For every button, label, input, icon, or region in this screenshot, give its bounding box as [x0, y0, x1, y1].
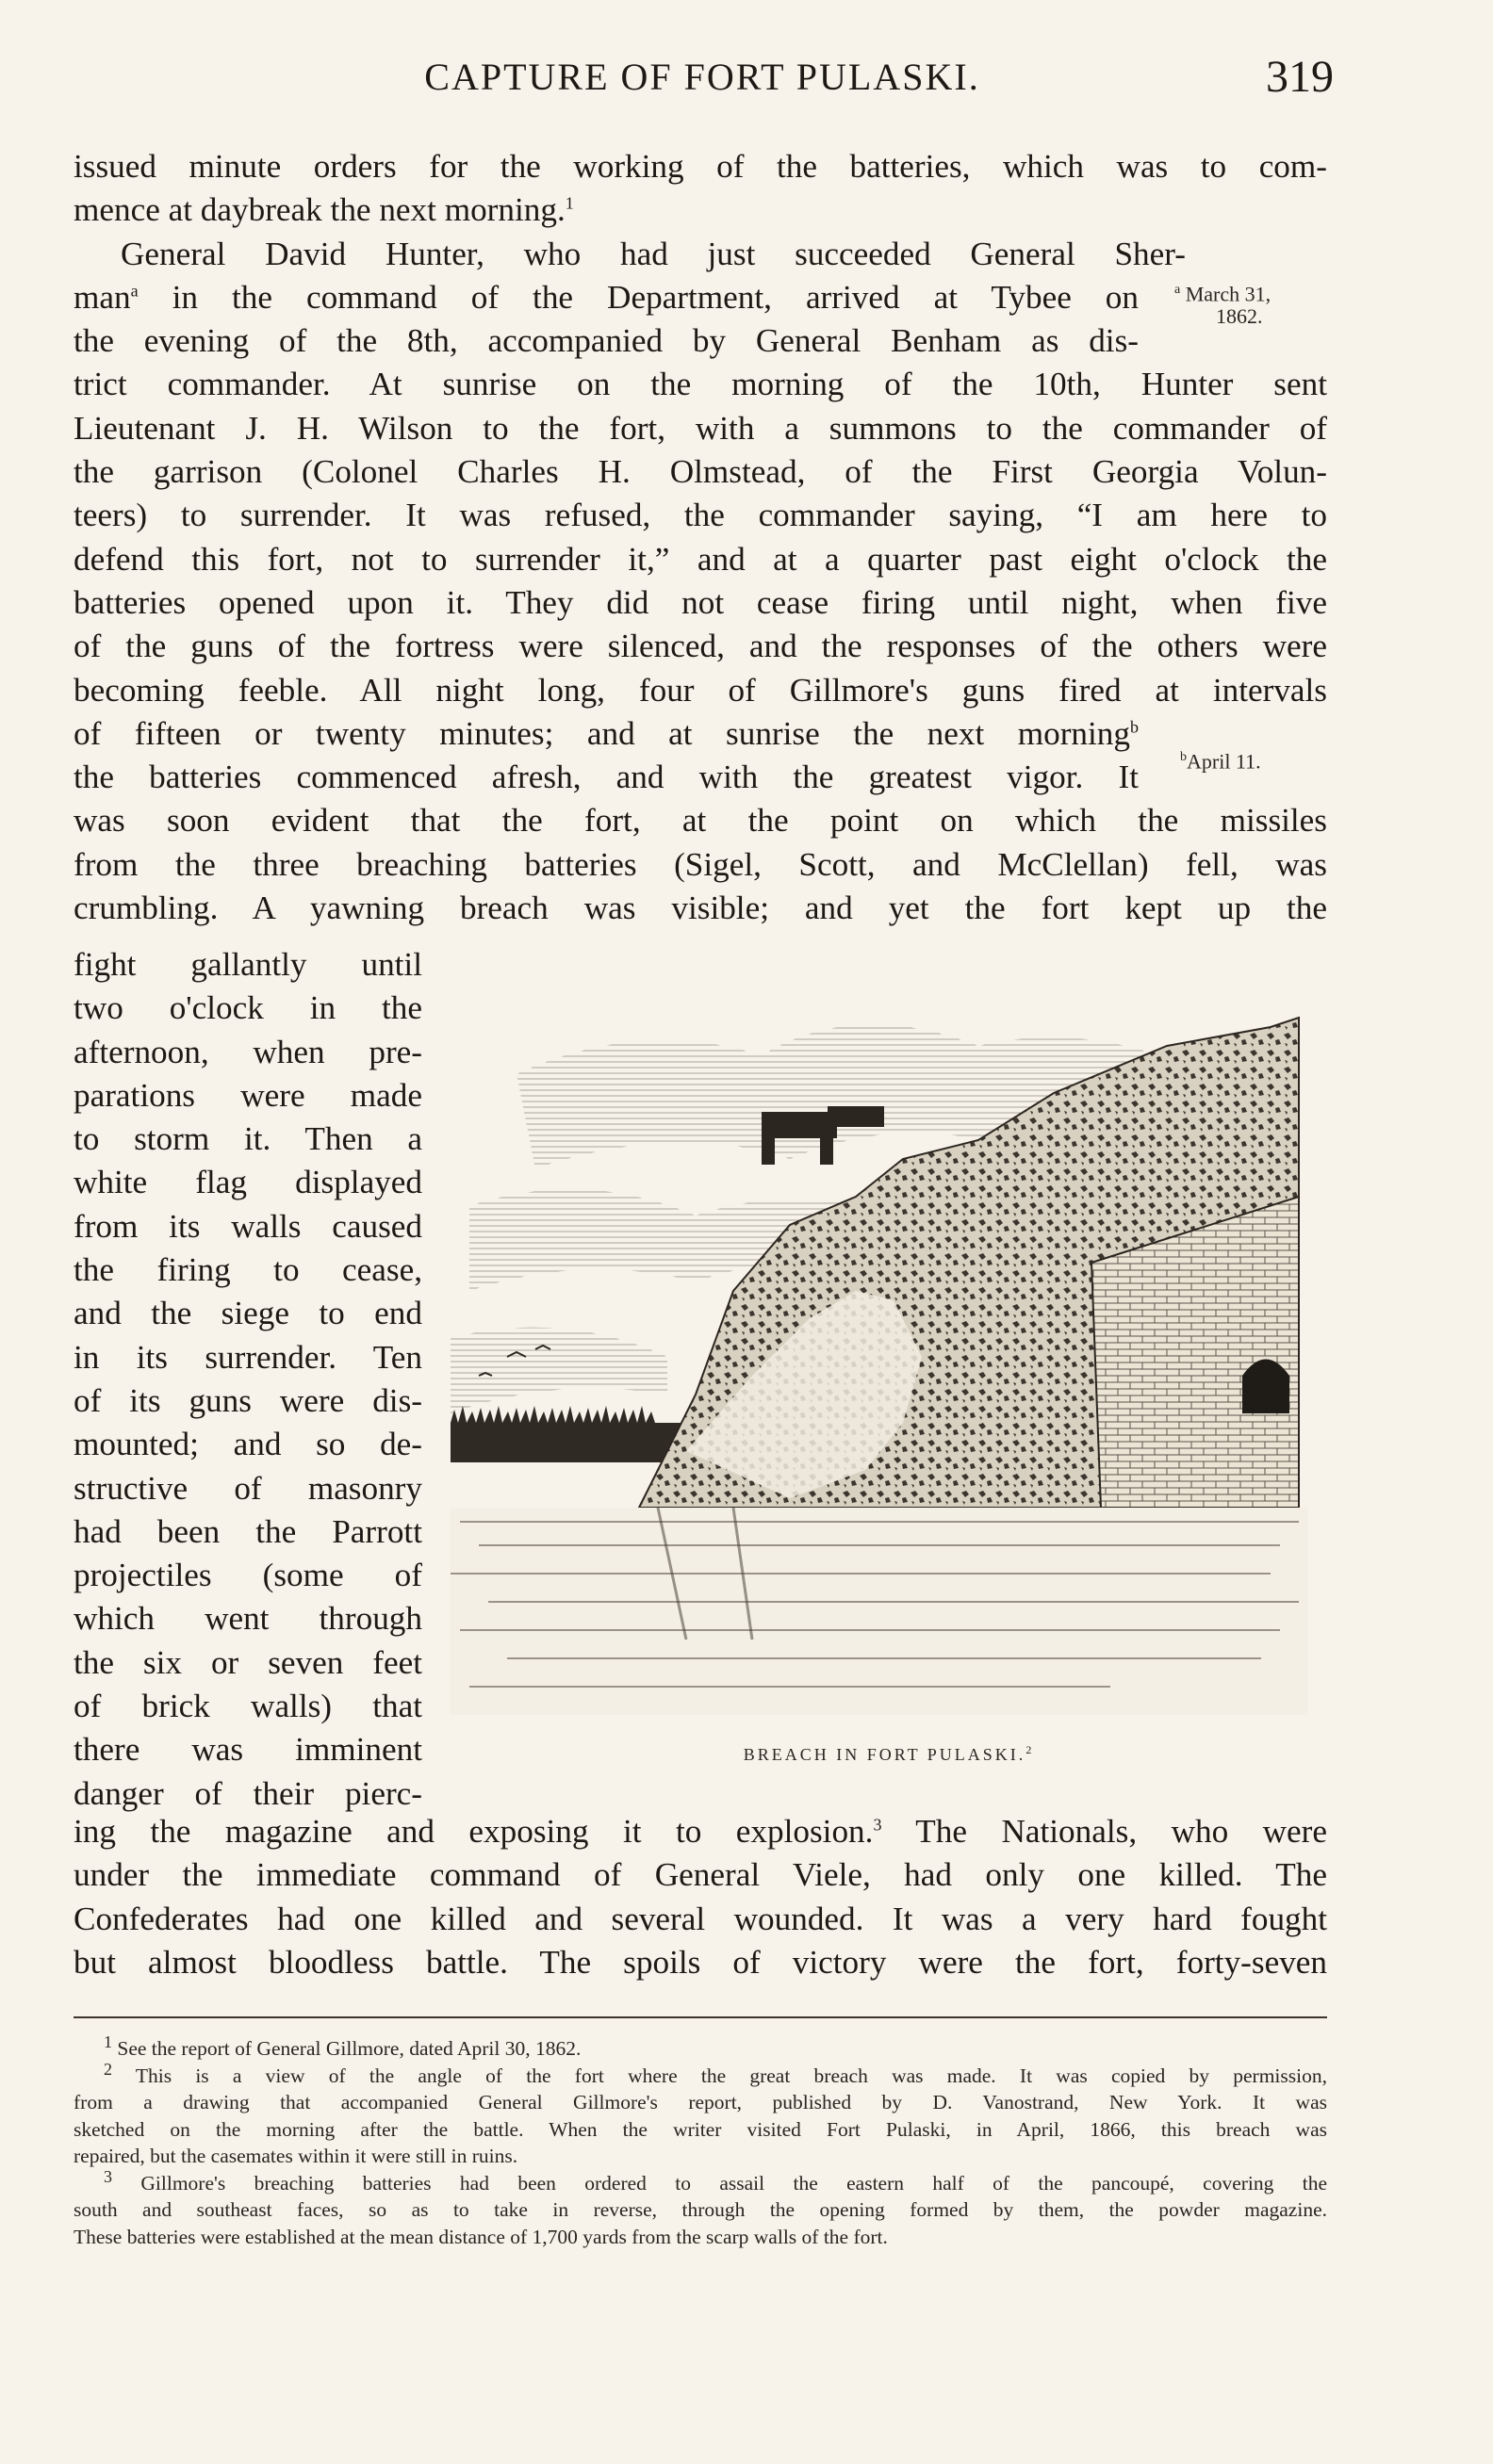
text-line: projectiles (some of	[74, 1557, 422, 1594]
text-line: the batteries commenced afresh, and with the greatest vigor. It	[74, 759, 1139, 796]
page-number: 319	[1266, 52, 1334, 102]
figure-caption: BREACH IN FORT PULASKI.$^2$	[743, 1743, 1035, 1764]
text-line: becoming feeble. All night long, four of Gillmore's guns fired at intervals	[74, 671, 1327, 709]
text-line: trict commander. At sunrise on the morning of the 10th, Hunter sent	[74, 366, 1327, 403]
text-line: Lieutenant J. H. Wilson to the fort, with a summons to the commander of	[74, 409, 1327, 447]
text-line: issued minute orders for the working of the batteries, which was to com-	[74, 148, 1327, 185]
text-line: from its walls caused	[74, 1207, 422, 1245]
sidenote-march: $^a$ March 31, 1862.	[1174, 282, 1272, 329]
text-line: fight gallantly until	[74, 946, 422, 983]
text-line: structive of masonry	[74, 1469, 422, 1507]
text-line: two o'clock in the	[74, 989, 422, 1027]
text-line: to storm it. Then a	[74, 1120, 422, 1158]
footnote-1: $^1$ See the report of General Gillmore, dated April 30, 1862.	[104, 2032, 582, 2060]
text-line: white flag displayed	[74, 1164, 422, 1201]
text-line: mounted; and so de-	[74, 1426, 422, 1463]
engraving	[451, 980, 1327, 1734]
text-line: mence at daybreak the next morning.$^1$	[74, 191, 574, 229]
text-line: afternoon, when pre-	[74, 1033, 422, 1070]
text-line: had been the Parrott	[74, 1512, 422, 1550]
body-text-bottom	[74, 1810, 1327, 1984]
text-line: the garrison (Colonel Charles H. Olmstead, of the First Georgia Volun-	[74, 453, 1327, 491]
footnotes	[74, 2032, 1328, 2250]
text-line: and the siege to end	[74, 1295, 422, 1332]
text-line: from the three breaching batteries (Sigel, Scott, and McClellan) fell, was	[74, 845, 1327, 883]
water	[451, 1508, 1308, 1715]
narrow-column	[74, 943, 422, 1816]
text-line: General David Hunter, who had just succeeded General Sher-	[121, 235, 1186, 272]
text-line: teers) to surrender. It was refused, the commander saying, “I am here to	[74, 497, 1327, 534]
text-line: which went through	[74, 1600, 422, 1638]
body-text-top	[74, 145, 1327, 930]
running-title: CAPTURE OF FORT PULASKI.	[424, 56, 980, 98]
text-line: defend this fort, not to surrender it,” and at a quarter past eight o'clock the	[74, 540, 1327, 578]
text-line: man$^a$ in the command of the Department, arrived at Tybee on	[74, 278, 1139, 316]
text-line: the evening of the 8th, accompanied by General Benham as dis-	[74, 322, 1139, 360]
text-line: the firing to cease,	[74, 1251, 422, 1289]
text-line: ing the magazine and exposing it to explosion.$^3$ The Nationals, who were	[74, 1813, 1328, 1850]
text-line: there was imminent	[74, 1731, 422, 1769]
text-line: the six or seven feet	[74, 1643, 422, 1681]
casemate-arch	[1242, 1360, 1289, 1414]
text-line: of its guns were dis-	[74, 1381, 422, 1419]
text-line: of the guns of the fortress were silenced, and the responses of the others were	[74, 628, 1327, 665]
text-line: danger of their pierc-	[74, 1774, 422, 1812]
text-line: crumbling. A yawning breach was visible; and yet the fort kept up the	[74, 889, 1327, 927]
text-line: but almost bloodless battle. The spoils of victory were the fort, forty-seven	[74, 1943, 1327, 1981]
text-line: under the immediate command of General Viele, had only one killed. The	[74, 1856, 1327, 1894]
page-header	[71, 52, 1334, 111]
footnote-rule	[74, 2016, 1327, 2018]
text-line: of fifteen or twenty minutes; and at sunrise the next morning$^b$	[74, 714, 1139, 752]
marsh-grass	[451, 1406, 686, 1462]
text-line: Confederates had one killed and several wounded. It was a very hard fought	[74, 1900, 1327, 1937]
footnote-ref: 1	[565, 193, 574, 213]
text-line: parations were made	[74, 1076, 422, 1114]
text-line: was soon evident that the fort, at the point on which the missiles	[74, 802, 1327, 840]
sidenote-april: $^b$April 11.	[1180, 749, 1261, 774]
breach-illustration	[451, 980, 1327, 1764]
text-line: in its surrender. Ten	[74, 1338, 422, 1376]
text-line: batteries opened upon it. They did not cease firing until night, when five	[74, 583, 1327, 621]
footnote-2: $^2$ This is a view of the angle of the fort where the great breach was made. It was copied by permission, from a drawing that accompanied General Gillmore's report, published by D. Vanostrand, New York. It was sketched on the morning after the battle. When the writer visited Fort Pulaski, in April, 1866, this breach was repaired, but the casemates within it were still in ruins.	[74, 2059, 1327, 2167]
footnote-3: $^3$ Gillmore's breaching batteries had been ordered to assail the eastern half of the pancoupé, covering the south and southeast faces, so as to take in reverse, through the opening formed by them, the powder magazine. These batteries were established at the mean distance of 1,700 yards from the scarp walls of the fort.	[74, 2166, 1328, 2248]
text-line: of brick walls) that	[74, 1688, 422, 1725]
